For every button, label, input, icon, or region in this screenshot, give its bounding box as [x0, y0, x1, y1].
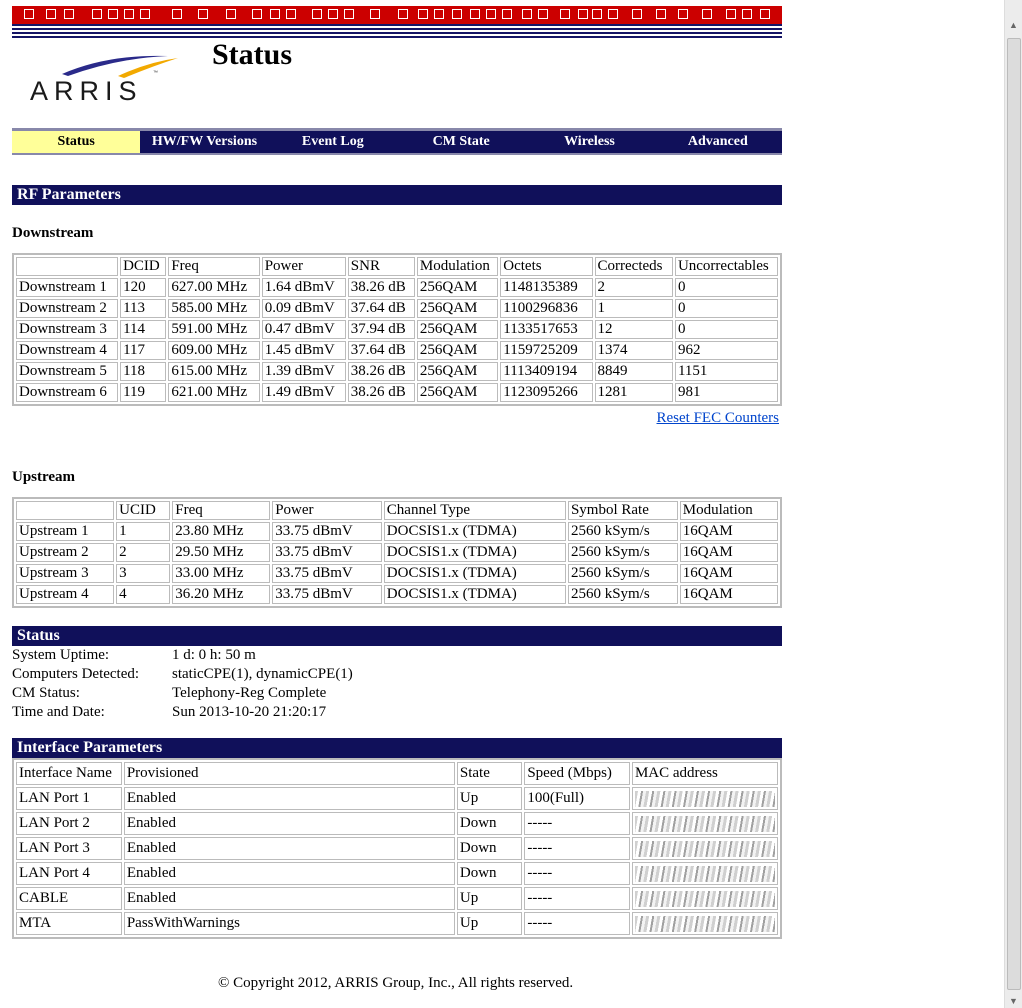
interface-row — [16, 812, 778, 835]
upstream-cell: 36.20 MHz — [172, 585, 270, 604]
upstream-header-cell: Channel Type — [384, 501, 566, 520]
banner-square — [702, 9, 712, 19]
downstream-cell: 37.94 dB — [348, 320, 415, 339]
mac-address-cell — [632, 787, 778, 810]
upstream-label: Upstream — [12, 469, 76, 485]
upstream-row — [16, 564, 778, 583]
upstream-cell: DOCSIS1.x (TDMA) — [384, 522, 566, 541]
nav-item-event-log[interactable]: Event Log — [301, 134, 364, 149]
downstream-cell: 256QAM — [417, 362, 498, 381]
interface-cell: ----- — [524, 887, 630, 910]
interface-row — [16, 787, 778, 810]
nav-item-advanced[interactable]: Advanced — [687, 134, 748, 149]
upstream-cell: 2560 kSym/s — [568, 564, 678, 583]
banner-square — [344, 9, 354, 19]
status-value: 1 d: 0 h: 50 m — [172, 647, 256, 663]
nav-item-hw-fw-versions[interactable]: HW/FW Versions — [151, 134, 258, 149]
status-value: staticCPE(1), dynamicCPE(1) — [172, 666, 353, 682]
banner-square — [418, 9, 428, 19]
banner-square — [608, 9, 618, 19]
downstream-table — [12, 253, 782, 406]
downstream-cell: 0.47 dBmV — [262, 320, 346, 339]
interface-cell: ----- — [524, 837, 630, 860]
redacted-mac-address — [635, 841, 775, 857]
downstream-cell: 113 — [120, 299, 166, 318]
upstream-cell: DOCSIS1.x (TDMA) — [384, 564, 566, 583]
banner-square — [92, 9, 102, 19]
upstream-cell: 4 — [116, 585, 170, 604]
downstream-cell: 38.26 dB — [348, 383, 415, 402]
downstream-cell: Downstream 1 — [16, 278, 118, 297]
downstream-row — [16, 362, 778, 381]
upstream-row — [16, 522, 778, 541]
downstream-cell: Downstream 5 — [16, 362, 118, 381]
banner-square — [370, 9, 380, 19]
interface-cell: ----- — [524, 812, 630, 835]
banner-square — [760, 9, 770, 19]
interface-parameters-title: Interface Parameters — [12, 738, 782, 758]
downstream-header-cell: Freq — [168, 257, 259, 276]
redacted-mac-address — [635, 791, 775, 807]
downstream-cell: 117 — [120, 341, 166, 360]
upstream-cell: 2560 kSym/s — [568, 522, 678, 541]
upstream-cell: Upstream 1 — [16, 522, 114, 541]
interface-cell: 100(Full) — [524, 787, 630, 810]
interface-cell: ----- — [524, 912, 630, 935]
downstream-row — [16, 383, 778, 402]
upstream-header-cell: Modulation — [680, 501, 778, 520]
banner-square — [108, 9, 118, 19]
banner-square — [678, 9, 688, 19]
banner-square — [434, 9, 444, 19]
upstream-cell: 33.75 dBmV — [272, 564, 382, 583]
downstream-cell: 38.26 dB — [348, 362, 415, 381]
banner-square — [632, 9, 642, 19]
downstream-cell: 256QAM — [417, 278, 498, 297]
downstream-cell: 1123095266 — [500, 383, 592, 402]
banner-square — [328, 9, 338, 19]
downstream-cell: Downstream 4 — [16, 341, 118, 360]
interface-row — [16, 887, 778, 910]
downstream-cell: 256QAM — [417, 341, 498, 360]
status-label: System Uptime: — [12, 647, 110, 663]
interface-header-cell: Speed (Mbps) — [524, 762, 630, 785]
downstream-cell: 609.00 MHz — [168, 341, 259, 360]
upstream-table — [12, 497, 782, 608]
arris-logo — [28, 52, 188, 112]
scroll-down-icon[interactable]: ▼ — [1009, 996, 1018, 1006]
downstream-cell: 2 — [595, 278, 673, 297]
interface-row — [16, 912, 778, 935]
upstream-cell: 33.00 MHz — [172, 564, 270, 583]
main-nav — [12, 128, 782, 155]
interface-cell: Up — [457, 787, 522, 810]
upstream-row — [16, 543, 778, 562]
downstream-cell: 1133517653 — [500, 320, 592, 339]
downstream-cell: 37.64 dB — [348, 341, 415, 360]
downstream-cell: 585.00 MHz — [168, 299, 259, 318]
downstream-cell: 12 — [595, 320, 673, 339]
page — [12, 6, 782, 939]
copyright: © Copyright 2012, ARRIS Group, Inc., All rights reserved. — [218, 975, 574, 991]
nav-item-status[interactable]: Status — [12, 131, 140, 153]
banner-square — [560, 9, 570, 19]
banner-square — [286, 9, 296, 19]
scrollbar-thumb[interactable] — [1007, 38, 1021, 990]
upstream-header-cell: Symbol Rate — [568, 501, 678, 520]
downstream-cell: 591.00 MHz — [168, 320, 259, 339]
redacted-mac-address — [635, 891, 775, 907]
top-banner — [12, 6, 782, 24]
downstream-cell: 615.00 MHz — [168, 362, 259, 381]
nav-item-wireless[interactable]: Wireless — [564, 134, 615, 149]
downstream-row — [16, 299, 778, 318]
banner-square — [46, 9, 56, 19]
banner-square — [398, 9, 408, 19]
upstream-row — [16, 585, 778, 604]
upstream-cell: Upstream 2 — [16, 543, 114, 562]
interface-header-cell: MAC address — [632, 762, 778, 785]
upstream-cell: 3 — [116, 564, 170, 583]
downstream-cell: 120 — [120, 278, 166, 297]
interface-table — [12, 758, 782, 939]
upstream-header-cell — [16, 501, 114, 520]
interface-cell: Down — [457, 812, 522, 835]
banner-square — [578, 9, 588, 19]
mac-address-cell — [632, 912, 778, 935]
banner-square — [742, 9, 752, 19]
downstream-cell: 1159725209 — [500, 341, 592, 360]
banner-square — [312, 9, 322, 19]
interface-cell: Down — [457, 837, 522, 860]
downstream-row — [16, 320, 778, 339]
downstream-cell: 621.00 MHz — [168, 383, 259, 402]
downstream-cell: 37.64 dB — [348, 299, 415, 318]
banner-square — [270, 9, 280, 19]
interface-cell: Down — [457, 862, 522, 885]
downstream-header-cell: DCID — [120, 257, 166, 276]
downstream-header-row — [16, 257, 778, 276]
upstream-cell: 1 — [116, 522, 170, 541]
downstream-row — [16, 278, 778, 297]
interface-cell: Enabled — [124, 837, 455, 860]
upstream-cell: 2 — [116, 543, 170, 562]
page-title: Status — [212, 38, 293, 71]
interface-cell: Enabled — [124, 787, 455, 810]
upstream-cell: 2560 kSym/s — [568, 585, 678, 604]
interface-cell: PassWithWarnings — [124, 912, 455, 935]
banner-square — [198, 9, 208, 19]
downstream-cell: 0 — [675, 299, 778, 318]
reset-fec-counters-link[interactable]: Reset FEC Counters — [656, 410, 779, 426]
interface-header-cell: State — [457, 762, 522, 785]
downstream-cell: 1281 — [595, 383, 673, 402]
banner-square — [538, 9, 548, 19]
downstream-cell: 1374 — [595, 341, 673, 360]
upstream-cell: DOCSIS1.x (TDMA) — [384, 585, 566, 604]
downstream-cell: 627.00 MHz — [168, 278, 259, 297]
interface-header-row — [16, 762, 778, 785]
upstream-header-cell: Freq — [172, 501, 270, 520]
banner-square — [252, 9, 262, 19]
downstream-header-cell — [16, 257, 118, 276]
downstream-cell: 1.39 dBmV — [262, 362, 346, 381]
interface-cell: Enabled — [124, 812, 455, 835]
downstream-cell: 118 — [120, 362, 166, 381]
upstream-cell: Upstream 3 — [16, 564, 114, 583]
downstream-cell: 1151 — [675, 362, 778, 381]
upstream-cell: 16QAM — [680, 522, 778, 541]
upstream-cell: 16QAM — [680, 585, 778, 604]
status-label: CM Status: — [12, 685, 80, 701]
mac-address-cell — [632, 837, 778, 860]
downstream-cell: Downstream 2 — [16, 299, 118, 318]
upstream-cell: 16QAM — [680, 564, 778, 583]
upstream-header-cell: UCID — [116, 501, 170, 520]
downstream-cell: 256QAM — [417, 320, 498, 339]
mac-address-cell — [632, 887, 778, 910]
banner-square — [592, 9, 602, 19]
scrollbar[interactable] — [1004, 0, 1022, 1008]
upstream-cell: 33.75 dBmV — [272, 543, 382, 562]
status-value: Telephony-Reg Complete — [172, 685, 327, 701]
banner-square — [452, 9, 462, 19]
interface-cell: LAN Port 3 — [16, 837, 122, 860]
downstream-cell: 0 — [675, 320, 778, 339]
status-label: Time and Date: — [12, 704, 105, 720]
banner-square — [486, 9, 496, 19]
downstream-cell: 962 — [675, 341, 778, 360]
redacted-mac-address — [635, 916, 775, 932]
interface-cell: Up — [457, 887, 522, 910]
banner-square — [172, 9, 182, 19]
interface-cell: MTA — [16, 912, 122, 935]
banner-square — [470, 9, 480, 19]
banner-square — [726, 9, 736, 19]
downstream-label: Downstream — [12, 225, 94, 241]
status-title: Status — [12, 626, 782, 646]
mac-address-cell — [632, 862, 778, 885]
upstream-cell: 23.80 MHz — [172, 522, 270, 541]
header — [12, 38, 782, 128]
upstream-cell: 33.75 dBmV — [272, 522, 382, 541]
status-value: Sun 2013-10-20 21:20:17 — [172, 704, 327, 720]
downstream-cell: 38.26 dB — [348, 278, 415, 297]
downstream-header-cell: Octets — [500, 257, 592, 276]
interface-cell: LAN Port 4 — [16, 862, 122, 885]
downstream-cell: 256QAM — [417, 383, 498, 402]
interface-row — [16, 862, 778, 885]
banner-square — [124, 9, 134, 19]
downstream-cell: 1100296836 — [500, 299, 592, 318]
banner-square — [64, 9, 74, 19]
downstream-header-cell: Power — [262, 257, 346, 276]
interface-cell: CABLE — [16, 887, 122, 910]
upstream-cell: 16QAM — [680, 543, 778, 562]
redacted-mac-address — [635, 866, 775, 882]
banner-square — [502, 9, 512, 19]
downstream-cell: 256QAM — [417, 299, 498, 318]
interface-cell: Up — [457, 912, 522, 935]
banner-square — [226, 9, 236, 19]
downstream-cell: 0.09 dBmV — [262, 299, 346, 318]
interface-header-cell: Interface Name — [16, 762, 122, 785]
upstream-cell: 2560 kSym/s — [568, 543, 678, 562]
interface-header-cell: Provisioned — [124, 762, 455, 785]
downstream-cell: 1.64 dBmV — [262, 278, 346, 297]
downstream-cell: Downstream 3 — [16, 320, 118, 339]
upstream-cell: Upstream 4 — [16, 585, 114, 604]
interface-cell: Enabled — [124, 862, 455, 885]
downstream-cell: 981 — [675, 383, 778, 402]
downstream-cell: 0 — [675, 278, 778, 297]
nav-item-cm-state[interactable]: CM State — [432, 134, 490, 149]
upstream-cell: 29.50 MHz — [172, 543, 270, 562]
downstream-header-cell: Uncorrectables — [675, 257, 778, 276]
downstream-header-cell: Correcteds — [595, 257, 673, 276]
upstream-cell: 33.75 dBmV — [272, 585, 382, 604]
logo-text: ARRIS — [30, 76, 143, 106]
downstream-cell: 1 — [595, 299, 673, 318]
downstream-cell: 119 — [120, 383, 166, 402]
upstream-header-cell: Power — [272, 501, 382, 520]
interface-cell: LAN Port 1 — [16, 787, 122, 810]
mac-address-cell — [632, 812, 778, 835]
downstream-header-cell: SNR — [348, 257, 415, 276]
reset-area — [12, 410, 779, 427]
downstream-row — [16, 341, 778, 360]
svg-text:™: ™ — [153, 70, 158, 76]
banner-square — [656, 9, 666, 19]
scroll-up-icon[interactable]: ▲ — [1009, 20, 1018, 30]
interface-row — [16, 837, 778, 860]
status-info — [12, 646, 782, 722]
banner-square — [522, 9, 532, 19]
downstream-cell: Downstream 6 — [16, 383, 118, 402]
rf-parameters-title: RF Parameters — [12, 185, 782, 205]
status-label: Computers Detected: — [12, 666, 140, 682]
banner-stripes — [12, 24, 782, 38]
banner-square — [24, 9, 34, 19]
interface-cell: ----- — [524, 862, 630, 885]
downstream-header-cell: Modulation — [417, 257, 498, 276]
downstream-cell: 1148135389 — [500, 278, 592, 297]
upstream-header-row — [16, 501, 778, 520]
interface-cell: LAN Port 2 — [16, 812, 122, 835]
downstream-cell: 1.49 dBmV — [262, 383, 346, 402]
downstream-cell: 114 — [120, 320, 166, 339]
redacted-mac-address — [635, 816, 775, 832]
interface-cell: Enabled — [124, 887, 455, 910]
downstream-cell: 8849 — [595, 362, 673, 381]
downstream-cell: 1.45 dBmV — [262, 341, 346, 360]
downstream-cell: 1113409194 — [500, 362, 592, 381]
upstream-cell: DOCSIS1.x (TDMA) — [384, 543, 566, 562]
banner-square — [140, 9, 150, 19]
